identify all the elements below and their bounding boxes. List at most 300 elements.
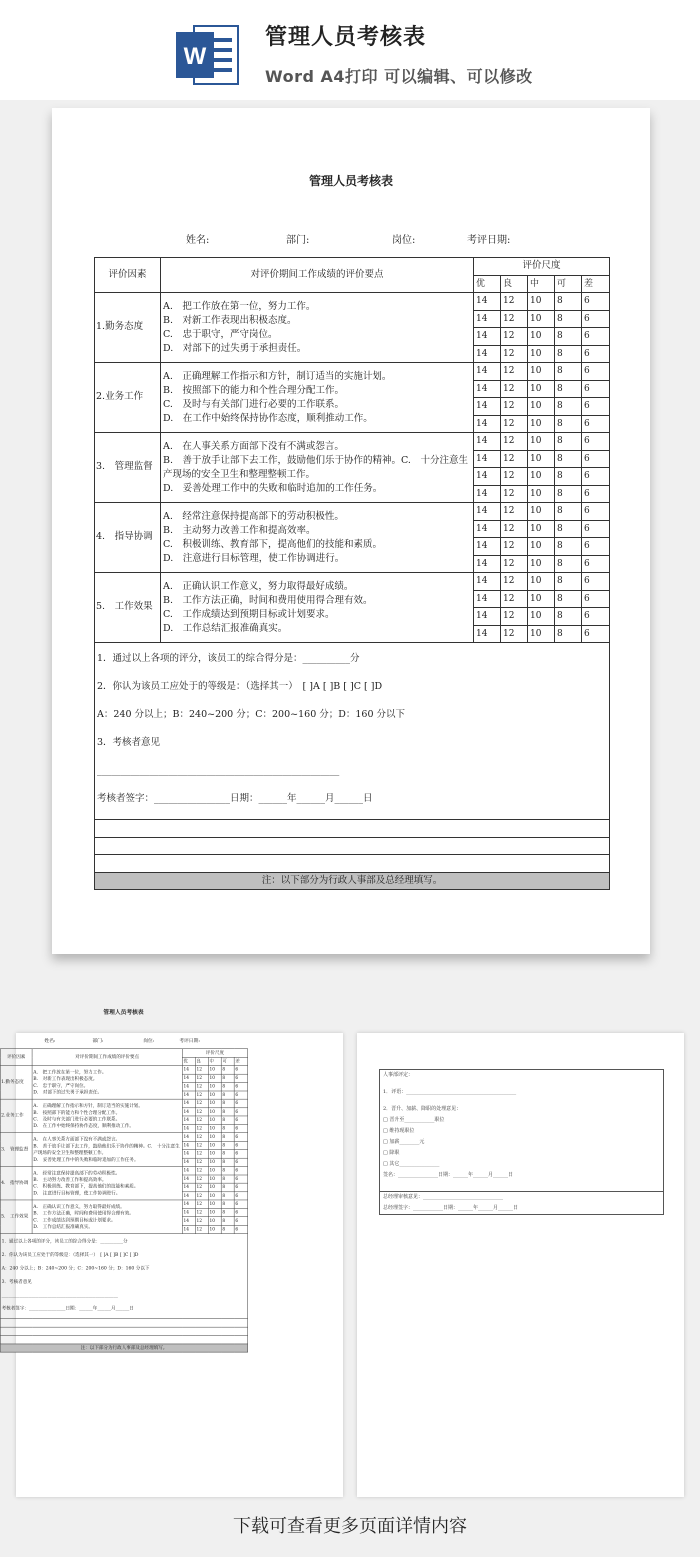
score-cell: 8 (555, 433, 582, 451)
score-cell: 10 (208, 1200, 221, 1208)
score-cell: 10 (528, 538, 555, 556)
summary-line3: A：240 分以上；B：240~200 分；C：200~160 分；D：160 分以下 (97, 709, 406, 720)
score-cell: 6 (582, 450, 610, 468)
score-cell: 12 (501, 520, 528, 538)
score-cell: 6 (234, 1091, 247, 1099)
score-cell: 14 (182, 1074, 195, 1082)
header-scale: 评价尺度 (182, 1049, 247, 1057)
score-cell: 12 (195, 1141, 208, 1149)
score-cell: 12 (501, 380, 528, 398)
score-cell: 10 (208, 1225, 221, 1233)
score-cell: 6 (582, 468, 610, 486)
score-cell: 8 (555, 625, 582, 643)
score-cell: 14 (474, 363, 501, 381)
factor-item: C. 积极训练、教育部下，提高他们的技能和素质。 (33, 1183, 139, 1189)
factor-name: 3. 管理监督 (95, 433, 161, 503)
score-cell: 14 (182, 1133, 195, 1141)
score-cell: 8 (555, 293, 582, 311)
page2-line: 人事部评定： (383, 1072, 414, 1078)
header-points: 对评价期间工作成绩的评价要点 (161, 258, 474, 293)
score-cell: 14 (182, 1183, 195, 1191)
score-cell: 14 (182, 1225, 195, 1233)
page-thumbnail-1[interactable] (1, 1008, 343, 1497)
score-cell: 12 (501, 538, 528, 556)
page2-line: 1．评语：____________________________________________ (383, 1089, 517, 1095)
page-title: 管理人员考核表 (265, 25, 427, 50)
score-cell: 12 (501, 450, 528, 468)
score-cell: 12 (501, 293, 528, 311)
blank-row (95, 855, 610, 873)
score-cell: 6 (582, 345, 610, 363)
blank-row (95, 837, 610, 855)
score-cell: 8 (555, 573, 582, 591)
score-cell: 14 (474, 415, 501, 433)
score-cell: 6 (582, 555, 610, 573)
score-cell: 6 (234, 1158, 247, 1166)
blank-row (0, 1335, 247, 1343)
score-cell: 6 (234, 1099, 247, 1107)
factor-item: C. 积极训练、教育部下，提高他们的技能和素质。 (163, 538, 382, 550)
page-thumbnail-2[interactable] (357, 1033, 684, 1497)
score-cell: 6 (582, 573, 610, 591)
factor-items (32, 1200, 182, 1234)
summary-line2: 2．你认为该员工应处于的等级是：（选择其一） [ ]A [ ]B [ ]C [ ]D (1, 1252, 139, 1258)
score-cell: 12 (501, 590, 528, 608)
score-cell: 14 (182, 1124, 195, 1132)
factor-name: 5. 工作效果 (95, 573, 161, 643)
score-cell: 10 (528, 363, 555, 381)
score-cell: 8 (555, 415, 582, 433)
summary-line1: 1．通过以上各项的评分，该员工的综合得分是：__________分 (97, 653, 360, 664)
factor-name: 2.业务工作 (95, 363, 161, 433)
score-cell: 8 (221, 1091, 234, 1099)
score-cell: 14 (182, 1208, 195, 1216)
score-cell: 8 (221, 1208, 234, 1216)
score-cell: 12 (195, 1066, 208, 1074)
score-cell: 8 (221, 1217, 234, 1225)
thumb-field: 姓名: (44, 1037, 56, 1044)
score-cell: 8 (221, 1192, 234, 1200)
score-cell: 14 (474, 380, 501, 398)
score-cell: 10 (208, 1150, 221, 1158)
score-cell: 8 (555, 345, 582, 363)
score-cell: 14 (474, 608, 501, 626)
score-cell: 14 (182, 1108, 195, 1116)
thumb-field: 考评日期: (179, 1037, 201, 1044)
score-cell: 10 (528, 520, 555, 538)
score-cell: 8 (221, 1183, 234, 1191)
score-cell: 12 (501, 625, 528, 643)
score-cell: 6 (582, 538, 610, 556)
score-cell: 12 (501, 415, 528, 433)
score-cell: 14 (474, 625, 501, 643)
factor-item: C. 及时与有关部门进行必要的工作联系。 (33, 1116, 121, 1122)
factor-item: D. 对部下的过失勇于承担责任。 (163, 342, 307, 354)
score-cell: 6 (582, 415, 610, 433)
score-cell: 14 (474, 573, 501, 591)
score-cell: 6 (582, 363, 610, 381)
header-factor: 评价因素 (0, 1049, 32, 1066)
score-cell: 10 (528, 415, 555, 433)
factor-item: B. 主动努力改善工作和提高效率。 (33, 1176, 107, 1183)
factor-name: 3. 管理监督 (0, 1133, 32, 1167)
grade-header: 良 (501, 275, 528, 293)
score-cell: 8 (221, 1150, 234, 1158)
score-cell: 12 (195, 1133, 208, 1141)
score-cell: 10 (528, 328, 555, 346)
page2-line: □ 维持现职位 (383, 1128, 415, 1134)
score-cell: 8 (555, 450, 582, 468)
score-cell: 12 (501, 310, 528, 328)
factor-item: B. 善于放手让部下去工作，鼓励他们乐于协作的精神。C. 十分注意生产现场的安全卫生和整理整顿工作。 (33, 1143, 180, 1156)
factor-name: 1.勤务态度 (95, 293, 161, 363)
score-cell: 8 (221, 1141, 234, 1149)
summary-line4: 3．考核者意见 (97, 737, 161, 748)
score-cell: 6 (234, 1141, 247, 1149)
score-cell: 6 (582, 520, 610, 538)
grade-header: 可 (555, 275, 582, 293)
score-cell: 14 (474, 555, 501, 573)
score-cell: 12 (501, 555, 528, 573)
score-cell: 8 (221, 1166, 234, 1174)
factor-items (32, 1166, 182, 1200)
score-cell: 12 (195, 1124, 208, 1132)
svg-text:W: W (183, 43, 207, 70)
score-cell: 8 (555, 590, 582, 608)
factor-item: A. 正确理解工作指示和方针，制订适当的实施计划。 (163, 370, 392, 382)
score-cell: 10 (208, 1124, 221, 1132)
score-cell: 10 (528, 590, 555, 608)
score-cell: 14 (182, 1141, 195, 1149)
factor-item: B. 对新工作表现出积极态度。 (163, 314, 297, 326)
score-cell: 6 (234, 1074, 247, 1082)
score-cell: 12 (501, 468, 528, 486)
score-cell: 12 (501, 398, 528, 416)
score-cell: 14 (182, 1116, 195, 1124)
score-cell: 10 (208, 1133, 221, 1141)
header-banner (0, 0, 700, 100)
score-cell: 12 (501, 345, 528, 363)
score-cell: 8 (221, 1066, 234, 1074)
page2-line: 2．晋升、加薪、降职的处理意见： (383, 1106, 462, 1112)
score-cell: 6 (582, 590, 610, 608)
score-cell: 12 (195, 1150, 208, 1158)
score-cell: 8 (221, 1175, 234, 1183)
factor-item: C. 及时与有关部门进行必要的工作联系。 (163, 398, 344, 410)
score-cell: 6 (234, 1175, 247, 1183)
score-cell: 10 (528, 503, 555, 521)
factor-items (161, 503, 474, 573)
factor-item: D. 注意进行目标管理，使工作协调进行。 (163, 552, 345, 564)
score-cell: 10 (208, 1141, 221, 1149)
page-subtitle: Word A4打印 可以编辑、可以修改 (265, 67, 533, 86)
blank-row (95, 820, 610, 838)
blank-row (0, 1319, 247, 1327)
score-cell: 10 (528, 555, 555, 573)
score-cell: 10 (208, 1116, 221, 1124)
score-cell: 10 (208, 1183, 221, 1191)
score-cell: 8 (555, 380, 582, 398)
score-cell: 8 (555, 555, 582, 573)
score-cell: 6 (234, 1200, 247, 1208)
grade-header: 中 (528, 275, 555, 293)
summary-line5: ___________________________________________________ (97, 765, 340, 776)
score-cell: 10 (208, 1091, 221, 1099)
thumbnail-2-content (379, 1069, 664, 1215)
score-cell: 10 (528, 398, 555, 416)
admin-note: 注：以下部分为行政人事部及总经理填写。 (0, 1344, 247, 1352)
score-cell: 8 (555, 503, 582, 521)
thumb-field: 岗位: (143, 1037, 155, 1044)
factor-name: 4. 指导协调 (0, 1166, 32, 1200)
factor-item: A. 在人事关系方面部下没有不满或怨言。 (33, 1136, 121, 1142)
score-cell: 12 (501, 363, 528, 381)
score-cell: 8 (221, 1099, 234, 1107)
field-review-date: 考评日期: (467, 235, 511, 246)
document-preview (52, 108, 650, 954)
score-cell: 8 (555, 608, 582, 626)
summary-line5: ___________________________________________________ (1, 1292, 118, 1298)
page2-line: 总经理签字：____________日期：______年______月______日 (383, 1205, 519, 1211)
score-cell: 6 (234, 1217, 247, 1225)
score-cell: 6 (234, 1108, 247, 1116)
score-cell: 14 (474, 590, 501, 608)
score-cell: 8 (555, 520, 582, 538)
score-cell: 10 (208, 1099, 221, 1107)
thumb-title: 管理人员考核表 (103, 1008, 144, 1016)
score-cell: 6 (234, 1183, 247, 1191)
factor-item: D. 在工作中始终保持协作态度，顺利推动工作。 (33, 1123, 134, 1129)
page2-line: 总经理审核意见：________________________________ (380, 1191, 663, 1203)
score-cell: 10 (528, 310, 555, 328)
score-cell: 10 (528, 380, 555, 398)
score-cell: 14 (182, 1158, 195, 1166)
score-cell: 12 (195, 1200, 208, 1208)
score-cell: 12 (501, 485, 528, 503)
score-cell: 8 (555, 363, 582, 381)
score-cell: 6 (234, 1225, 247, 1233)
score-cell: 14 (474, 450, 501, 468)
score-cell: 12 (195, 1192, 208, 1200)
score-cell: 6 (234, 1124, 247, 1132)
factor-item: B. 主动努力改善工作和提高效率。 (163, 524, 316, 536)
score-cell: 14 (182, 1091, 195, 1099)
score-cell: 10 (528, 573, 555, 591)
page2-line: □ 其它________________ (383, 1161, 440, 1167)
score-cell: 14 (474, 310, 501, 328)
factor-item: D. 工作总结汇报准确真实。 (33, 1223, 93, 1230)
factor-item: B. 善于放手让部下去工作，鼓励他们乐于协作的精神。C. 十分注意生产现场的安全卫生和整理整顿工作。 (163, 454, 468, 480)
factor-item: D. 对部下的过失勇于承担责任。 (33, 1089, 103, 1095)
score-cell: 10 (208, 1158, 221, 1166)
factor-item: A. 把工作放在第一位，努力工作。 (33, 1069, 107, 1075)
summary-line6: 考核者签字：________________日期：______年______月______日 (1, 1305, 134, 1312)
page2-line: □ 晋升至____________职位 (383, 1117, 445, 1123)
score-cell: 6 (582, 380, 610, 398)
score-cell: 10 (208, 1166, 221, 1174)
score-cell: 6 (582, 485, 610, 503)
score-cell: 6 (582, 328, 610, 346)
grade-header: 中 (208, 1057, 221, 1065)
score-cell: 14 (182, 1099, 195, 1107)
score-cell: 6 (234, 1116, 247, 1124)
summary-line6: 考核者签字：________________日期：______年______月______日 (97, 793, 373, 804)
score-cell: 14 (474, 433, 501, 451)
score-cell: 10 (208, 1192, 221, 1200)
score-cell: 8 (221, 1124, 234, 1132)
field-name: 姓名: (186, 235, 210, 246)
score-cell: 6 (234, 1166, 247, 1174)
score-cell: 8 (221, 1074, 234, 1082)
factor-items (32, 1066, 182, 1100)
factor-item: A. 正确认识工作意义，努力取得最好成绩。 (163, 580, 354, 592)
factor-item: B. 按照部下的能力和个性合理分配工作。 (163, 384, 345, 396)
factor-item: B. 工作方法正确，时间和费用使用得合理有效。 (163, 594, 373, 606)
score-cell: 8 (555, 485, 582, 503)
score-cell: 8 (555, 468, 582, 486)
evaluation-table (94, 257, 610, 890)
score-cell: 12 (501, 328, 528, 346)
score-cell: 10 (208, 1108, 221, 1116)
header-scale: 评价尺度 (474, 258, 610, 276)
factor-item: D. 在工作中始终保持协作态度，顺利推动工作。 (163, 412, 373, 424)
score-cell: 10 (208, 1066, 221, 1074)
score-cell: 12 (195, 1074, 208, 1082)
grade-header: 差 (234, 1057, 247, 1065)
score-cell: 14 (474, 503, 501, 521)
score-cell: 14 (182, 1066, 195, 1074)
factor-item: B. 工作方法正确，时间和费用使用得合理有效。 (33, 1210, 134, 1216)
factor-item: B. 按照部下的能力和个性合理分配工作。 (33, 1109, 121, 1115)
factor-item: A. 正确认识工作意义，努力取得最好成绩。 (33, 1203, 125, 1210)
score-cell: 12 (195, 1158, 208, 1166)
score-cell: 6 (234, 1208, 247, 1216)
factor-item: A. 在人事关系方面部下没有不满或怨言。 (163, 440, 344, 452)
score-cell: 6 (582, 398, 610, 416)
score-cell: 8 (221, 1133, 234, 1141)
page2-line: □ 加薪________元 (383, 1139, 425, 1145)
score-cell: 8 (555, 328, 582, 346)
factor-items (32, 1099, 182, 1133)
factor-items (161, 573, 474, 643)
score-cell: 6 (234, 1066, 247, 1074)
summary-line2: 2．你认为该员工应处于的等级是：（选择其一） [ ]A [ ]B [ ]C [ ]D (97, 681, 383, 692)
score-cell: 12 (195, 1108, 208, 1116)
factor-name: 5. 工作效果 (0, 1200, 32, 1234)
grade-header: 优 (474, 275, 501, 293)
score-cell: 12 (195, 1225, 208, 1233)
score-cell: 10 (208, 1217, 221, 1225)
factor-item: D. 妥善处理工作中的失败和临时追加的工作任务。 (33, 1156, 139, 1163)
summary-line3: A：240 分以上；B：240~200 分；C：200~160 分；D：160 分以下 (1, 1265, 150, 1271)
factor-item: A. 正确理解工作指示和方针，制订适当的实施计划。 (33, 1103, 143, 1109)
score-cell: 6 (582, 433, 610, 451)
score-cell: 10 (528, 450, 555, 468)
score-cell: 14 (474, 345, 501, 363)
grade-header: 良 (195, 1057, 208, 1065)
factor-name: 2.业务工作 (0, 1099, 32, 1133)
score-cell: 12 (195, 1217, 208, 1225)
score-cell: 6 (582, 625, 610, 643)
score-cell: 10 (208, 1208, 221, 1216)
factor-item: C. 忠于职守，严守岗位。 (163, 328, 278, 340)
factor-item: C. 工作成绩达到预期目标或计划要求。 (163, 608, 335, 620)
score-cell: 12 (501, 503, 528, 521)
score-cell: 10 (208, 1175, 221, 1183)
score-cell: 10 (528, 345, 555, 363)
score-cell: 12 (501, 573, 528, 591)
score-cell: 12 (195, 1082, 208, 1090)
score-cell: 14 (474, 293, 501, 311)
score-cell: 10 (208, 1074, 221, 1082)
score-cell: 14 (182, 1166, 195, 1174)
page2-line: □ 降职 (383, 1150, 400, 1156)
score-cell: 14 (474, 485, 501, 503)
score-cell: 6 (234, 1150, 247, 1158)
factor-item: A. 把工作放在第一位，努力工作。 (163, 300, 316, 312)
summary-line1: 1．通过以上各项的评分，该员工的综合得分是：__________分 (1, 1238, 128, 1244)
score-cell: 10 (208, 1082, 221, 1090)
score-cell: 8 (221, 1108, 234, 1116)
score-cell: 8 (221, 1082, 234, 1090)
factor-name: 4. 指导协调 (95, 503, 161, 573)
summary-line4: 3．考核者意见 (1, 1278, 32, 1285)
score-cell: 10 (528, 608, 555, 626)
factor-item: C. 忠于职守，严守岗位。 (33, 1082, 89, 1089)
score-cell: 14 (182, 1200, 195, 1208)
footer-caption: 下载可查看更多页面详情内容 (233, 1516, 467, 1537)
score-cell: 14 (182, 1175, 195, 1183)
summary-block (0, 1234, 247, 1319)
score-cell: 12 (195, 1183, 208, 1191)
score-cell: 8 (221, 1200, 234, 1208)
score-cell: 14 (474, 468, 501, 486)
grade-header: 可 (221, 1057, 234, 1065)
score-cell: 12 (501, 433, 528, 451)
score-cell: 6 (582, 310, 610, 328)
factor-item: C. 工作成绩达到预期目标或计划要求。 (33, 1217, 116, 1223)
factor-item: A. 经常注意保持提高部下的劳动积极性。 (33, 1170, 121, 1176)
score-cell: 12 (195, 1099, 208, 1107)
thumb-field: 部门: (92, 1037, 104, 1044)
score-cell: 14 (474, 538, 501, 556)
score-cell: 14 (182, 1150, 195, 1158)
score-cell: 14 (474, 328, 501, 346)
score-cell: 6 (582, 608, 610, 626)
score-cell: 12 (195, 1116, 208, 1124)
score-cell: 6 (234, 1192, 247, 1200)
factor-items (161, 363, 474, 433)
factor-item: D. 妥善处理工作中的失败和临时追加的工作任务。 (163, 482, 383, 494)
factor-items (161, 293, 474, 363)
factor-item: B. 对新工作表现出积极态度。 (33, 1076, 98, 1082)
factor-name: 1.勤务态度 (0, 1066, 32, 1100)
score-cell: 10 (528, 468, 555, 486)
score-cell: 14 (474, 520, 501, 538)
document-title: 管理人员考核表 (308, 174, 393, 188)
score-cell: 8 (555, 538, 582, 556)
field-department: 部门: (286, 235, 310, 246)
factor-items (161, 433, 474, 503)
score-cell: 8 (221, 1158, 234, 1166)
factor-item: D. 工作总结汇报准确真实。 (163, 622, 288, 634)
score-cell: 8 (555, 310, 582, 328)
header-points: 对评价期间工作成绩的评价要点 (32, 1049, 182, 1066)
field-position: 岗位: (392, 235, 416, 246)
score-cell: 12 (195, 1091, 208, 1099)
score-cell: 12 (195, 1175, 208, 1183)
score-cell: 8 (555, 398, 582, 416)
